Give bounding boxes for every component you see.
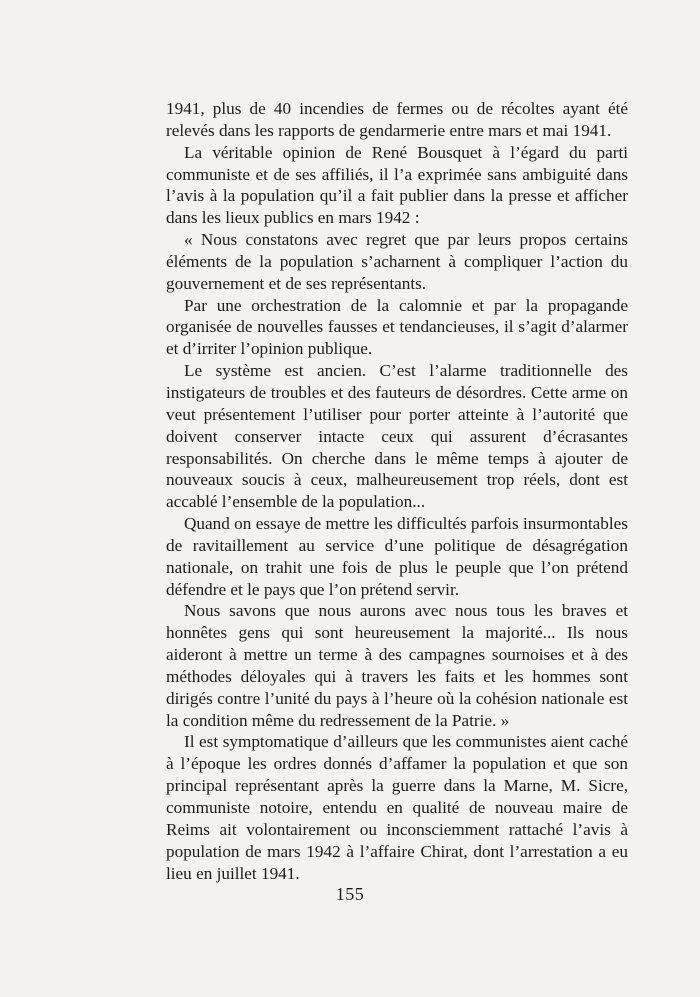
paragraph: Nous savons que nous aurons avec nous tous les braves et honnêtes gens qui sont heureusement la majorité... Ils nous aideront à mettre un terme à des campagnes sournoises et à des méthodes déloyales qui à travers les faits et les hommes sont dirigés contre l’unité du pays à l’heure où la cohésion nationale est la condition même du redressement de la Patrie. »	[166, 601, 628, 730]
paragraph: 1941, plus de 40 incendies de fermes ou de récoltes ayant été relevés dans les rapports de gendarmerie entre mars et mai 1941.	[166, 99, 628, 140]
page-number: 155	[335, 884, 365, 904]
body-text	[166, 98, 628, 884]
paragraph: Par une orchestration de la calomnie et par la propagande organisée de nouvelles fausses et tendancieuses, il s’agit d’alarmer et d’irriter l’opinion publique.	[166, 295, 628, 359]
paragraph: « Nous constatons avec regret que par leurs propos certains éléments de la population s’acharnent à compliquer l’action du gouvernement et de ses représentants.	[166, 230, 628, 293]
paragraph: La véritable opinion de René Bousquet à l’égard du parti communiste et de ses affiliés, il l’a exprimée sans ambiguité dans l’avis à la population qu’il a fait publier dans la presse et afficher dans les lieux publics en mars 1942 :	[166, 142, 628, 228]
paragraph: Quand on essaye de mettre les difficultés parfois insurmontables de ravitaillement au service d’une politique de désagrégation nationale, on trahit une fois de plus le peuple que l’on prétend défendre et le pays que l’on prétend servir.	[166, 514, 628, 599]
paragraph: Il est symptomatique d’ailleurs que les communistes aient caché à l’époque les ordres donnés d’affamer la population et que son principal représentant après la guerre dans la Marne, M. Sicre, communiste notoire, entendu en qualité de nouveau maire de Reims ait volontairement ou inconsciemment rattaché l’avis à population de mars 1942 à l’affaire Chirat, dont l’arrestation a eu lieu en juillet 1941.	[166, 732, 628, 883]
paragraph: Le système est ancien. C’est l’alarme traditionnelle des instigateurs de troubles et des fauteurs de désordres. Cette arme on veut présentement l’utiliser pour porter atteinte à l’autorité que doivent conserver intacte ceux qui assurent d’écrasantes responsabilités. On cherche dans le même temps à ajouter de nouveaux soucis à ceux, malheureusement trop réels, dont est accablé l’ensemble de la population...	[166, 361, 628, 512]
